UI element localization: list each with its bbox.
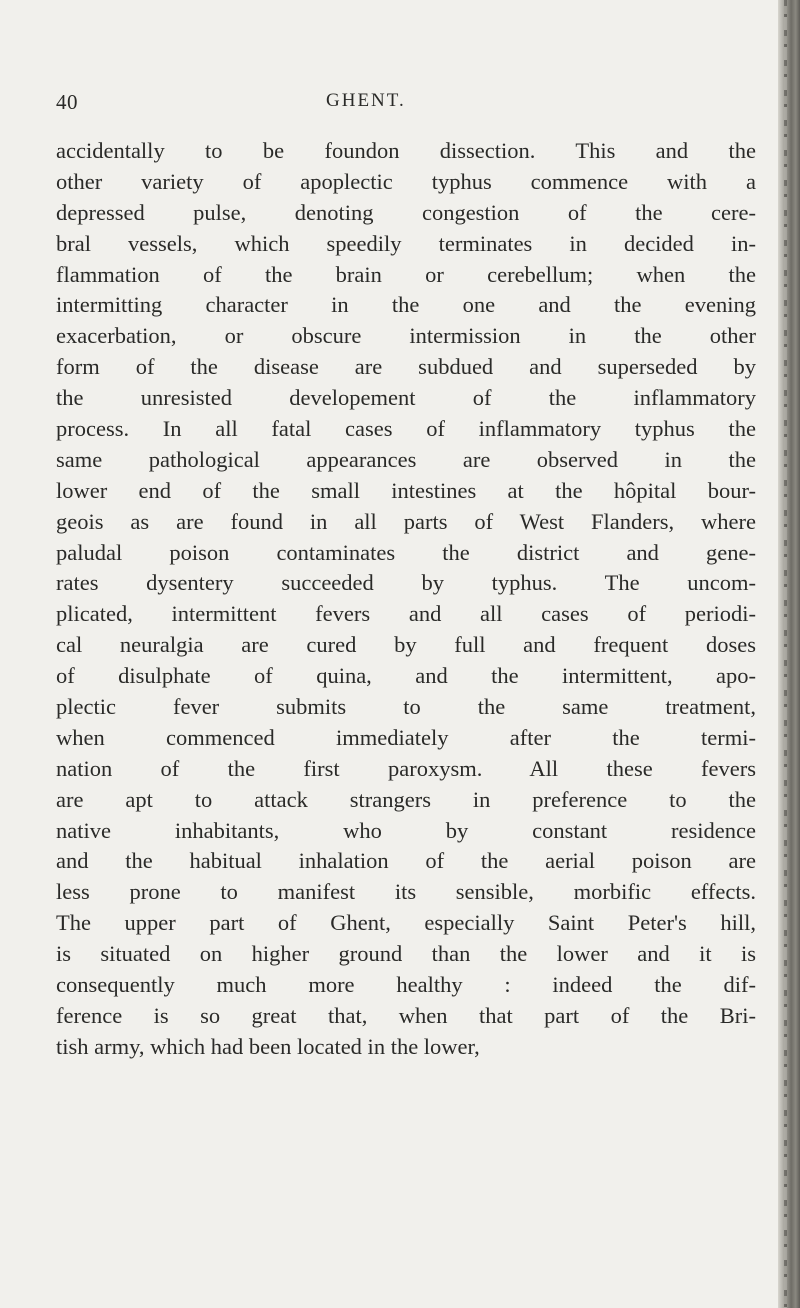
text-line: are apt to attack strangers in preference to the bbox=[56, 786, 756, 812]
text-line: depressed pulse, denoting congestion of the cere- bbox=[56, 199, 756, 225]
text-line: The upper part of Ghent, especially Saint Peter's hill, bbox=[56, 910, 756, 936]
text-line: of disulphate of quina, and the intermittent, apo- bbox=[56, 663, 756, 689]
text-line: paludal poison contaminates the district and gene- bbox=[56, 539, 756, 565]
text-line: the unresisted developement of the inflammatory bbox=[56, 385, 756, 411]
text-line: same pathological appearances are observed in the bbox=[56, 446, 756, 472]
text-line: when commenced immediately after the termi- bbox=[56, 724, 756, 750]
text-line: bral vessels, which speedily terminates in decided in- bbox=[56, 230, 756, 256]
text-line: tish army, which had been located in the lower, bbox=[56, 1033, 480, 1059]
text-line: rates dysentery succeeded by typhus. The uncom- bbox=[56, 570, 756, 596]
text-line: is situated on higher ground than the lower and it is bbox=[56, 941, 756, 967]
text-line: less prone to manifest its sensible, morbific effects. bbox=[56, 879, 756, 905]
text-line: cal neuralgia are cured by full and frequent doses bbox=[56, 632, 756, 658]
text-line: form of the disease are subdued and superseded by bbox=[56, 354, 756, 380]
text-line: exacerbation, or obscure intermission in the other bbox=[56, 323, 756, 349]
text-line: nation of the first paroxysm. All these fevers bbox=[56, 755, 756, 781]
page-edge-shadow bbox=[778, 0, 800, 1308]
text-line: flammation of the brain or cerebellum; when the bbox=[56, 261, 756, 287]
text-line: plicated, intermittent fevers and all cases of periodi- bbox=[56, 601, 756, 627]
text-line: accidentally to be foundon dissection. This and the bbox=[56, 138, 756, 163]
page-header bbox=[56, 90, 756, 120]
text-line: lower end of the small intestines at the hôpital bour- bbox=[56, 477, 756, 503]
text-line: intermitting character in the one and the evening bbox=[56, 292, 756, 318]
text-line: other variety of apoplectic typhus commence with a bbox=[56, 168, 756, 194]
text-line: geois as are found in all parts of West Flanders, where bbox=[56, 508, 756, 534]
text-line: and the habitual inhalation of the aerial poison are bbox=[56, 848, 756, 874]
page-number: 40 bbox=[56, 90, 78, 114]
text-line: native inhabitants, who by constant residence bbox=[56, 817, 756, 843]
text-line: process. In all fatal cases of inflammatory typhus the bbox=[56, 416, 756, 442]
text-line: ference is so great that, when that part of the Bri- bbox=[56, 1002, 756, 1028]
text-line: plectic fever submits to the same treatment, bbox=[56, 694, 756, 720]
running-head: GHENT. bbox=[326, 90, 406, 111]
body-text bbox=[56, 136, 756, 1063]
text-line: consequently much more healthy : indeed the dif- bbox=[56, 972, 756, 998]
